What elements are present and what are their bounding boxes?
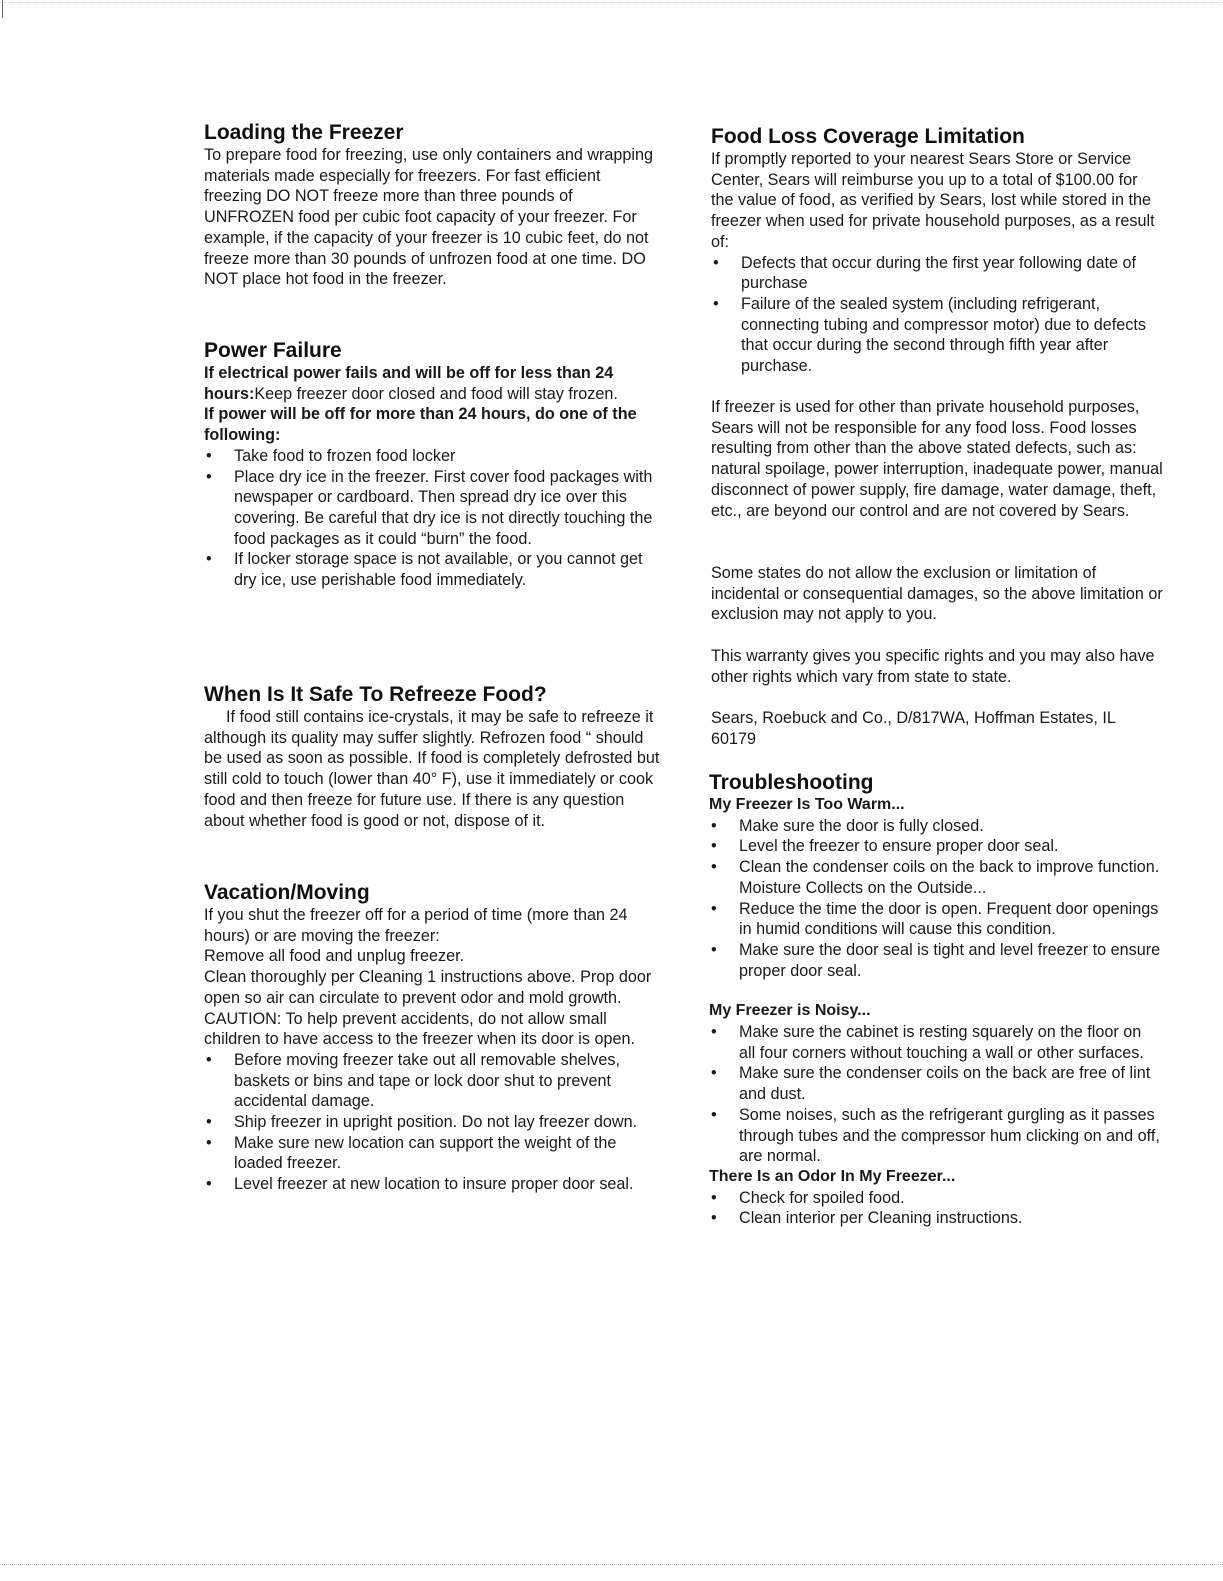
list-item: • Ship freezer in upright position. Do not lay freezer down. <box>204 1112 660 1133</box>
list-item: • Take food to frozen food locker <box>204 446 660 467</box>
loading-title: Loading the Freezer <box>204 121 404 144</box>
coverage-paragraph-2: If freezer is used for other than private household purposes, Sears will not be responsible for any food loss. Food losses resulting from other than the above stated defects, such as: natural spoilage, power interruption, inadequate power, manual disconnect of power supply, fire damage, water damage, theft, etc., are beyond our control and are not covered by Sears. <box>711 398 1163 520</box>
list-item: • If locker storage space is not available, or you cannot get dry ice, use perishable food immediately. <box>204 549 660 590</box>
vacation-section <box>204 880 660 1195</box>
list-item: • Level the freezer to ensure proper door seal. <box>709 836 1161 857</box>
coverage-rights <box>711 646 1163 687</box>
power-paragraph-1 <box>204 363 660 404</box>
list-item: • Defects that occur during the first year following date of purchase <box>711 253 1163 294</box>
list-item: • Failure of the sealed system (including refrigerant, connecting tubing and compressor motor) due to defects that occur during the second through fifth year after purchase. <box>711 294 1163 377</box>
coverage-paragraph-4: This warranty gives you specific rights and you may also have other rights which vary from state to state. <box>711 647 1155 686</box>
list-item: • Before moving freezer take out all removable shelves, baskets or bins and tape or lock door shut to prevent accidental damage. <box>204 1050 660 1112</box>
warm-subtitle: My Freezer Is Too Warm... <box>709 796 905 813</box>
list-item: • Make sure the condenser coils on the back are free of lint and dust. <box>709 1063 1161 1104</box>
vacation-paragraph-1: If you shut the freezer off for a period of time (more than 24 hours) or are moving the freezer: <box>204 906 628 945</box>
odor-subtitle: There Is an Odor In My Freezer... <box>709 1167 956 1185</box>
power-lead-1: If electrical power fails and will be off for less than 24 hours: <box>204 364 614 403</box>
list-item: • Check for spoiled food. <box>709 1188 1161 1209</box>
loading-section <box>204 120 660 290</box>
list-item: • Make sure new location can support the weight of the loaded freezer. <box>204 1133 660 1174</box>
coverage-notes <box>711 397 1163 521</box>
coverage-address: Sears, Roebuck and Co., D/817WA, Hoffman Estates, IL 60179 <box>711 709 1116 748</box>
scan-top-edge <box>0 2 1223 3</box>
list-item: • Reduce the time the door is open. Frequent door openings in humid conditions will cause this condition. <box>709 899 1161 940</box>
refreeze-title: When Is It Safe To Refreeze Food? <box>204 683 547 706</box>
power-title: Power Failure <box>204 339 342 362</box>
vacation-list <box>204 1050 660 1195</box>
coverage-states <box>711 563 1163 625</box>
list-item: • Place dry ice in the freezer. First cover food packages with newspaper or cardboard. Then spread dry ice over this covering. Be careful that dry ice is not directly touching the food packages as it could “burn” the food. <box>204 467 660 550</box>
list-item: • Some noises, such as the refrigerant gurgling as it passes through tubes and the compressor hum clicking on and off, are normal. <box>709 1105 1161 1167</box>
coverage-intro: If promptly reported to your nearest Sears Store or Service Center, Sears will reimburse you up to a total of $100.00 for the value of food, as verified by Sears, lost while stored in the freezer when used for private household purposes, as a result of: <box>711 150 1155 251</box>
moisture-subtitle: Moisture Collects on the Outside... <box>739 878 987 897</box>
list-item: • Make sure the door seal is tight and level freezer to ensure proper door seal. <box>709 940 1161 981</box>
power-lead-2: If power will be off for more than 24 hours, do one of the following: <box>204 405 637 445</box>
troubleshooting-section <box>709 770 1161 1229</box>
coverage-address-block <box>711 708 1163 749</box>
list-item: • Clean the condenser coils on the back to improve function. <box>709 857 1161 878</box>
list-item: • Level freezer at new location to insure proper door seal. <box>204 1174 660 1195</box>
power-section <box>204 338 660 591</box>
scan-bottom-edge <box>0 1564 1223 1565</box>
moisture-list <box>709 899 1161 982</box>
loading-body: To prepare food for freezing, use only containers and wrapping materials made especially for freezers. For fast efficient freezing DO NOT freeze more than three pounds of UNFROZEN food per cubic foot capacity of your freezer. For example, if the capacity of your freezer is 10 cubic feet, do not freeze more than 30 pounds of unfrozen food at one time. DO NOT place hot food in the freezer. <box>204 146 654 289</box>
vacation-title: Vacation/Moving <box>204 881 370 904</box>
refreeze-body: If food still contains ice-crystals, it may be safe to refreeze it although its quality may suffer slightly. Refrozen food “ should be used as soon as possible. If food is completely defrosted but still cold to touch (lower than 40° F), use it immediately or cook food and then freeze for future use. If there is any question about whether food is good or not, dispose of it. <box>204 708 660 830</box>
power-text-1: Keep freezer door closed and food will stay frozen. <box>254 384 618 403</box>
list-item: • Make sure the door is fully closed. <box>709 816 1161 837</box>
noisy-subtitle: My Freezer is Noisy... <box>709 1002 871 1020</box>
vacation-paragraph-2: Remove all food and unplug freezer. <box>204 947 465 966</box>
list-item: • Clean interior per Cleaning instructions. <box>709 1208 1161 1229</box>
coverage-title: Food Loss Coverage Limitation <box>711 125 1025 148</box>
troubleshooting-title: Troubleshooting <box>709 771 874 794</box>
list-item: • Make sure the cabinet is resting squarely on the floor on all four corners without touching a wall or other surfaces. <box>709 1022 1161 1063</box>
vacation-paragraph-3: Clean thoroughly per Cleaning 1 instructions above. Prop door open so air can circulate to prevent odor and mold growth. CAUTION: To help prevent accidents, do not allow small children to have access to the freezer when its door is open. <box>204 968 652 1049</box>
odor-list <box>709 1188 1161 1229</box>
power-list <box>204 446 660 591</box>
warm-list <box>709 816 1161 878</box>
refreeze-section <box>204 682 660 831</box>
scan-edge-mark <box>2 0 3 18</box>
coverage-paragraph-3: Some states do not allow the exclusion or limitation of incidental or consequential damages, so the above limitation or exclusion may not apply to you. <box>711 564 1163 624</box>
noisy-list <box>709 1022 1161 1167</box>
coverage-list <box>711 253 1163 377</box>
coverage-section <box>711 124 1163 377</box>
